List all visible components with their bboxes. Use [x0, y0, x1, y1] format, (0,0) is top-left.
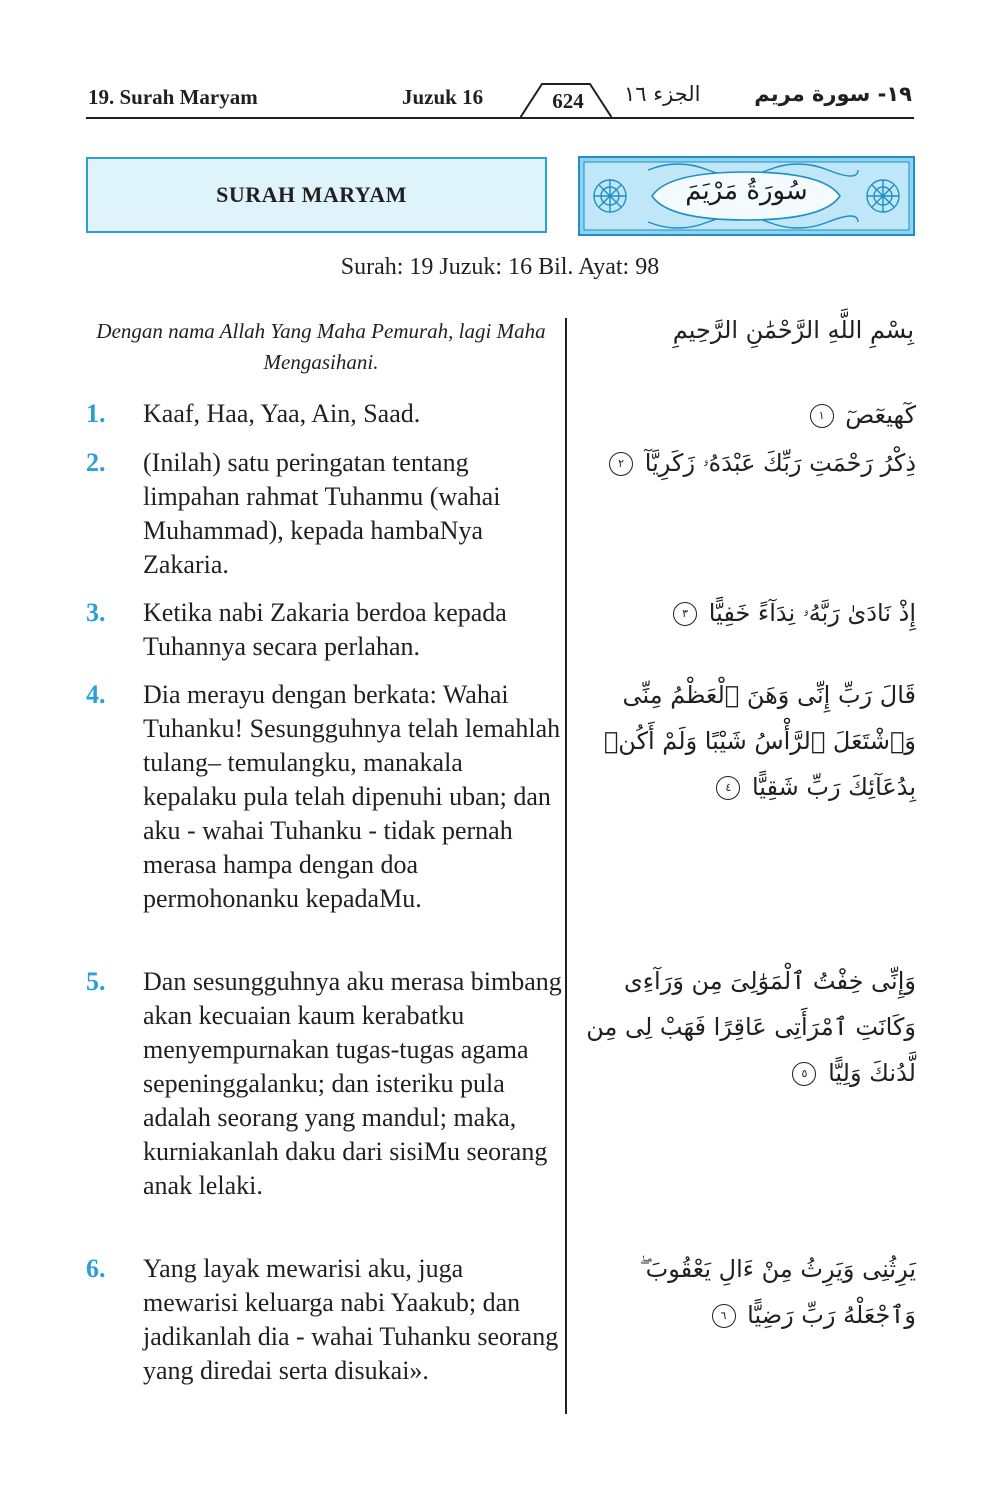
verse-arabic-text: قَالَ رَبِّ إِنِّى وَهَنَ ٱلْعَظْمُ مِنِّى وَٱشْتَعَلَ ٱلرَّأْسُ شَيْبًا وَلَمْ أَكُنۢ بِدُعَآئِكَ رَبِّ شَقِيًّا [603, 681, 916, 801]
verse-text: Yang layak mewarisi aku, juga mewarisi keluarga nabi Yaakub; dan jadikanlah dia - wahai Tuhanku seorang yang diredai serta disukai». [143, 1254, 559, 1385]
verse-number: 4. [86, 680, 106, 709]
verse-1-arabic [576, 392, 916, 438]
header-juz-label: Juzuk 16 [402, 85, 484, 109]
verse-3-arabic [576, 590, 916, 636]
verse-number: 2. [86, 448, 106, 477]
verse-6-arabic [576, 1246, 916, 1338]
surah-info-line: Surah: 19 Juzuk: 16 Bil. Ayat: 98 [340, 254, 660, 280]
verse-number: 1. [86, 399, 106, 428]
header-juz-arabic: الجزء ١٦ [624, 82, 701, 106]
verse-end-mark: ٦ [712, 1304, 736, 1328]
verse-arabic-text: يَرِثُنِى وَيَرِثُ مِنْ ءَالِ يَعْقُوبَ ۖ وَٱجْعَلْهُ رَبِّ رَضِيًّا [639, 1255, 916, 1329]
verse-number: 5. [86, 967, 106, 996]
header-surah-label: 19. Surah Maryam [88, 85, 258, 109]
page-header [86, 82, 914, 122]
column-divider [565, 318, 567, 1414]
header-surah-arabic: ١٩- سورة مريم [754, 82, 912, 106]
verse-text: (Inilah) satu peringatan tentang limpahan rahmat Tuhanmu (wahai Muhammad), kepada hambaNya Zakaria. [143, 448, 501, 579]
verse-end-mark: ١ [810, 404, 834, 428]
verse-5-arabic [576, 958, 916, 1096]
verse-text: Dia merayu dengan berkata: Wahai Tuhanku! Sesungguhnya telah lemahlah tulang– temulangku, manakala kepalaku pula telah dipenuhi uban; dan aku - wahai Tuhanku - tidak pernah merasa hampa dengan doa permohonanku kepadaMu. [143, 680, 561, 913]
verse-text: Kaaf, Haa, Yaa, Ain, Saad. [143, 399, 421, 428]
verse-text: Ketika nabi Zakaria berdoa kepada Tuhannya secara perlahan. [143, 598, 507, 661]
verse-arabic-text: ذِكْرُ رَحْمَتِ رَبِّكَ عَبْدَهُۥ زَكَرِيَّآ [644, 449, 916, 477]
verse-end-mark: ٣ [673, 602, 697, 626]
surah-ornament-title: سُورَةُ مَرْيَمَ [685, 176, 808, 206]
verse-arabic-text: إِذْ نَادَىٰ رَبَّهُۥ نِدَآءً خَفِيًّا [708, 599, 916, 627]
verse-end-mark: ٤ [716, 776, 740, 800]
verse-text: Dan sesungguhnya aku merasa bimbang akan kecuaian kaum kerabatku menyempurnakan tugas-tugas agama sepeninggalanku; dan isteriku pula adalah seorang yang mandul; maka, kurniakanlah daku dari sisiMu seorang anak lelaki. [143, 967, 562, 1200]
header-rule [86, 117, 914, 119]
verse-end-mark: ٥ [792, 1062, 816, 1086]
verse-4-arabic [576, 672, 916, 810]
basmalah-arabic: بِسْمِ اللَّهِ الرَّحْمَٰنِ الرَّحِيمِ [672, 316, 914, 344]
verse-number: 6. [86, 1254, 106, 1283]
verse-2-arabic [576, 440, 916, 486]
verse-number: 3. [86, 598, 106, 627]
verse-end-mark: ٢ [609, 452, 633, 476]
verse-arabic-text: كٓهيعٓصٓ [845, 401, 916, 429]
basmalah-translation: Dengan nama Allah Yang Maha Pemurah, lagi Maha Mengasihani. [96, 319, 546, 374]
page-number: 624 [552, 89, 584, 113]
surah-title: SURAH MARYAM [216, 182, 407, 207]
verse-arabic-text: وَإِنِّى خِفْتُ ٱلْمَوَٰلِىَ مِن وَرَآءِى وَكَانَتِ ٱمْرَأَتِى عَاقِرًا فَهَبْ لِى مِن لَّدُنكَ وَلِيًّا [586, 967, 916, 1087]
surah-title-box [86, 157, 547, 233]
